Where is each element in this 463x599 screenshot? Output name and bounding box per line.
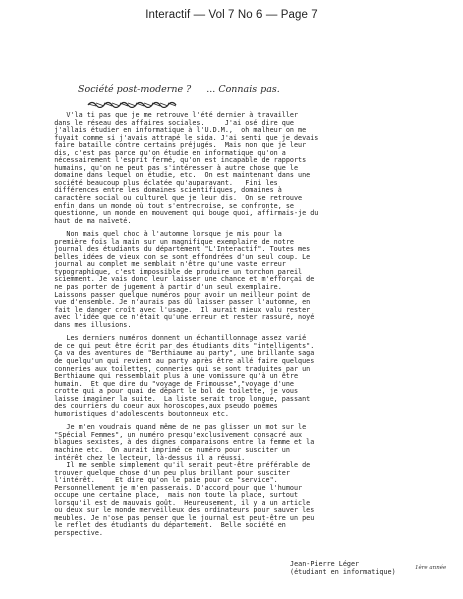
page-header: Interactif — Vol 7 No 6 — Page 7: [145, 9, 318, 21]
text-line: dans mes illusions.: [42, 320, 132, 329]
text-line: société beaucoup plus éclatée qu'auparavant. Fini les: [42, 178, 278, 187]
text-line: dans le réseau des affaires sociales. J'ai osé dire que: [42, 118, 294, 127]
text-line: trouver quelque chose d'un peu plus brillant pour susciter: [42, 468, 290, 477]
text-line: "Spécial Femmes", un numéro presqu'exclusivement consacré aux: [42, 430, 303, 439]
text-line: perspective.: [42, 528, 103, 537]
text-line: de ce qui peut être écrit par des étudiants dits "intelligents".: [42, 341, 315, 350]
text-line: Laissons passer quelque numéros pour avoir un meilleur point de: [42, 290, 311, 299]
text-line: dis, c'est pas parce qu'on étudie en informatique qu'on a: [42, 148, 286, 157]
text-line: meubles. Je n'ose pas penser que le journal est peut-être un peu: [42, 513, 315, 522]
text-line: domaine dans lequel on étudie, etc. On est maintenant dans une: [42, 171, 311, 180]
text-line: occupe une certaine place, mais non toute la place, surtout: [42, 491, 299, 500]
text-line: Il me semble simplement qu'il serait peut-être préférable de: [42, 461, 311, 470]
text-line: belles idées de vieux con se sont effondrées d'un seul coup. Le: [42, 252, 311, 261]
text-line: lorsqu'il est de mauvais goût. Heureusement, il y a un article: [42, 498, 311, 507]
text-line: première fois la main sur un magnifique exemplaire de notre: [42, 237, 294, 246]
handwritten-note: ... Connais pas.: [206, 84, 280, 95]
article-paragraph-4: [42, 424, 430, 537]
text-line: fuyait comme si j'avais attrapé le sida. J'ai senti que je devais: [42, 133, 319, 142]
handwritten-year-note: 1ère année: [415, 565, 447, 571]
text-line: Ça va des aventures de "Berthiaume au party", une brillante saga: [42, 349, 315, 358]
author-signature: [290, 560, 460, 576]
crossed-out-scribble: [86, 100, 178, 108]
text-line: de quelqu'un qui revient au party après être allé faire quelques: [42, 356, 315, 365]
text-line: ou deux sur le monde merveilleux des ordinateurs pour sauver les: [42, 506, 315, 515]
text-line: machine etc. On aurait imprimé ce numéro pour susciter un: [42, 445, 290, 454]
text-line: humain. Et que dire du "voyage de Frimousse","voyage d'une: [42, 379, 294, 388]
text-line: caractère social ou culturel que je leur dis. On se retrouve: [42, 194, 303, 203]
text-line: des courriers du coeur aux horoscopes,aux pseudo poèmes: [42, 402, 278, 411]
text-line: Je m'en voudrais quand même de ne pas glisser un mot sur le: [42, 423, 307, 432]
text-line: humains, qu'on ne peut pas s'intéresser à autre chose que le: [42, 163, 299, 172]
text-line: avec l'idée que ce n'était qu'une erreur et rester rassuré, noyé: [42, 313, 315, 322]
text-line: enfin dans un monde où tout s'entrecroise, se confronte, se: [42, 201, 294, 210]
text-line: typographique, c'est impossible de produire un torchon pareil: [42, 267, 303, 276]
text-line: fait le danger croît avec l'usage. Il aurait mieux valu rester: [42, 305, 311, 314]
article-paragraph-1: [42, 112, 430, 225]
text-line: faire bataille contre certains préjugés. Mais non que je leur: [42, 141, 307, 150]
text-line: Berthiaume qui ressemblait plus à une vomissure qu'à un être: [42, 372, 299, 381]
article-body: [42, 112, 430, 544]
article-paragraph-2: [42, 231, 430, 329]
handwritten-title: [78, 84, 378, 95]
text-line: nécessairement l'esprit fermé, qu'on est incapable de rapports: [42, 156, 307, 165]
text-line: j'allais étudier en informatique à l'U.D.M., oh malheur on me: [42, 126, 307, 135]
text-line: Les derniers numéros donnent un échantillonnage assez varié: [42, 334, 307, 343]
text-line: questionne, un monde en mouvement qui bouge quoi, affirmais-je du: [42, 209, 319, 218]
text-line: journal des étudiants du département "L'Interactif". Toutes mes: [42, 245, 311, 254]
text-line: le reflet des étudiants du département. Belle société en: [42, 521, 286, 530]
text-line: blagues sexistes, à des dignes comparaisons entre la femme et la: [42, 438, 315, 447]
text-line: laisse imaginer la suite. La liste serait trop longue, passant: [42, 394, 311, 403]
text-line: Personnellement je m'en passerais. D'accord pour que l'humour: [42, 483, 303, 492]
text-line: humoristiques d'adolescents boutonneux etc.: [42, 409, 229, 418]
text-line: haut de ma naïveté.: [42, 216, 132, 225]
text-line: différences entre les domaines scientifiques, domaines à: [42, 186, 282, 195]
handwritten-title-text: Société post-moderne ?: [78, 84, 192, 95]
text-line: sciemment. Je vais donc leur laisser une chance et m'efforçai de: [42, 275, 315, 284]
text-line: V'la ti pas que je me retrouve l'été dernier à travailler: [42, 111, 299, 119]
text-line: vue d'ensemble. Je n'aurais pas dû laisser passer l'automne, en: [42, 298, 311, 307]
text-line: journal au complet me semblait n'être qu'une vaste erreur: [42, 260, 286, 269]
text-line: conneries aux toilettes, conneries qui se sont traduites par un: [42, 364, 311, 373]
text-line: intérêt chez le lecteur, là-dessus il a réussi.: [42, 453, 246, 462]
author-affiliation: (étudiant en informatique): [290, 568, 396, 576]
author-name: Jean-Pierre Léger: [290, 560, 360, 568]
article-paragraph-3: [42, 335, 430, 418]
text-line: ne pas porter de jugement à partir d'un seul exemplaire.: [42, 283, 282, 292]
text-line: Non mais quel choc à l'automne lorsque je mis pour la: [42, 230, 282, 239]
text-line: crotte qui a pour quai de départ le bol de toilette, je vous: [42, 387, 299, 396]
text-line: l'intérêt. Et dire qu'on le paie pour ce "service".: [42, 476, 278, 485]
